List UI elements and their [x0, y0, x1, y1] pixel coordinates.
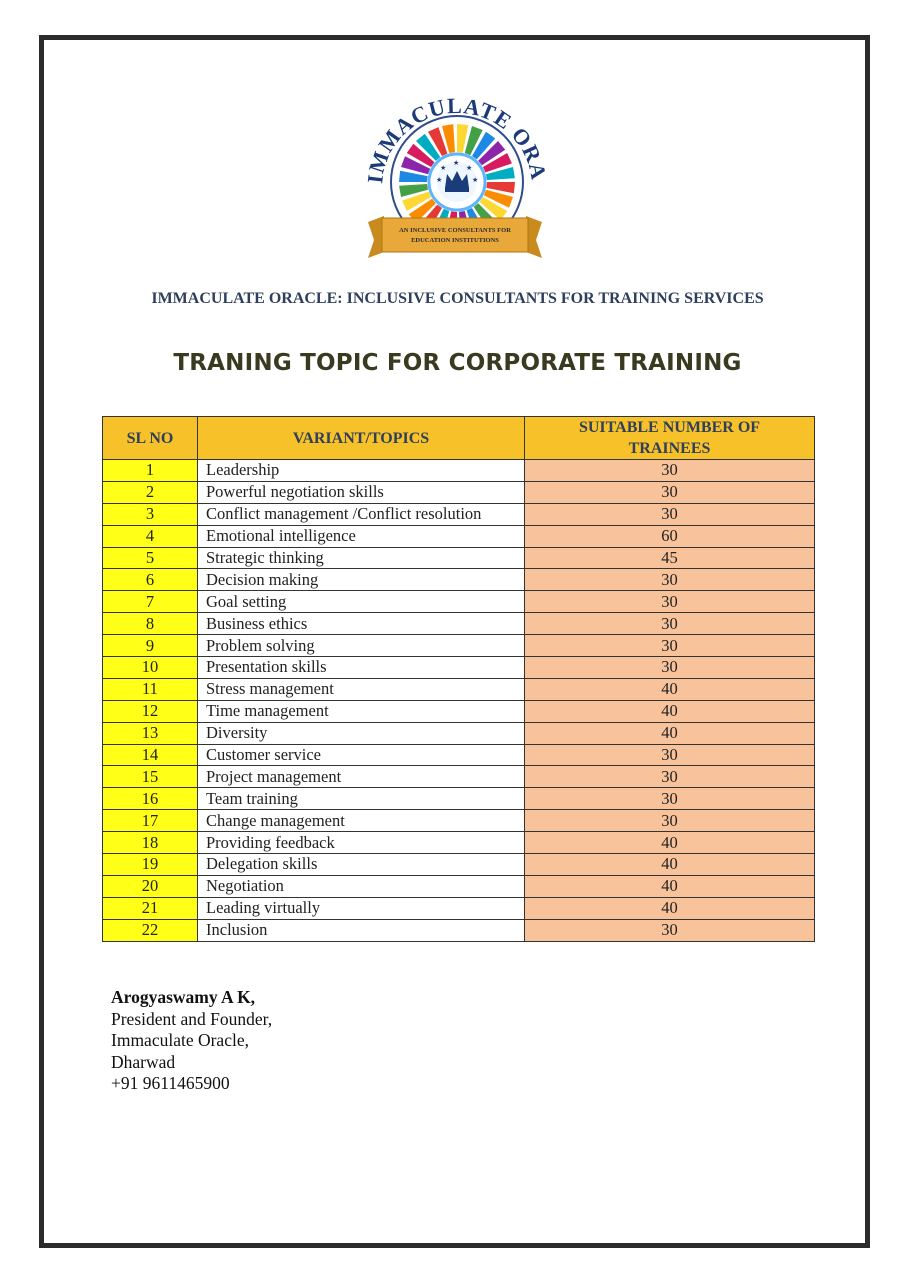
signatory-role: President and Founder,	[111, 1008, 273, 1029]
table-row	[103, 810, 815, 832]
row-topic: Emotional intelligence	[198, 525, 525, 547]
row-sl-no: 18	[103, 832, 198, 854]
signatory-organization: Immaculate Oracle,	[111, 1030, 249, 1050]
row-sl-no: 19	[103, 854, 198, 876]
table-row	[103, 766, 815, 788]
svg-text:★: ★	[440, 164, 447, 172]
row-topic: Strategic thinking	[198, 547, 525, 569]
table-row	[103, 525, 815, 547]
signature-block	[111, 987, 272, 1095]
row-trainee-count: 30	[525, 569, 815, 591]
row-trainee-count: 30	[525, 635, 815, 657]
row-topic: Team training	[198, 788, 525, 810]
table-row	[103, 919, 815, 941]
row-sl-no: 2	[103, 481, 198, 503]
logo-ribbon-line2: EDUCATION INSTITUTIONS	[411, 237, 499, 244]
header-trainees-line2: TRAINEES	[628, 440, 711, 457]
row-sl-no: 22	[103, 919, 198, 941]
table-row	[103, 744, 815, 766]
row-trainee-count: 30	[525, 788, 815, 810]
row-sl-no: 4	[103, 525, 198, 547]
table-row	[103, 503, 815, 525]
row-topic: Powerful negotiation skills	[198, 481, 525, 503]
signatory-phone: +91 9611465900	[111, 1073, 230, 1093]
row-topic: Customer service	[198, 744, 525, 766]
row-trainee-count: 30	[525, 810, 815, 832]
row-sl-no: 6	[103, 569, 198, 591]
row-sl-no: 20	[103, 875, 198, 897]
row-sl-no: 12	[103, 700, 198, 722]
organization-heading: IMMACULATE ORACLE: INCLUSIVE CONSULTANTS FOR TRAINING SERVICES	[151, 290, 764, 307]
row-topic: Stress management	[198, 678, 525, 700]
row-topic: Project management	[198, 766, 525, 788]
header-trainees-line1: SUITABLE NUMBER OF	[578, 419, 761, 436]
row-topic: Negotiation	[198, 875, 525, 897]
row-trainee-count: 40	[525, 854, 815, 876]
row-sl-no: 16	[103, 788, 198, 810]
row-topic: Problem solving	[198, 635, 525, 657]
row-topic: Providing feedback	[198, 832, 525, 854]
row-topic: Leading virtually	[198, 897, 525, 919]
row-sl-no: 7	[103, 591, 198, 613]
row-sl-no: 8	[103, 613, 198, 635]
row-trainee-count: 30	[525, 503, 815, 525]
svg-text:★: ★	[466, 164, 473, 172]
row-topic: Inclusion	[198, 919, 525, 941]
table-row	[103, 591, 815, 613]
row-trainee-count: 40	[525, 678, 815, 700]
table-row	[103, 481, 815, 503]
header-sl-no: SL NO	[103, 417, 198, 460]
row-topic: Diversity	[198, 722, 525, 744]
row-topic: Time management	[198, 700, 525, 722]
table-header-row	[103, 417, 815, 460]
row-trainee-count: 30	[525, 766, 815, 788]
row-trainee-count: 30	[525, 460, 815, 482]
row-trainee-count: 30	[525, 481, 815, 503]
row-trainee-count: 45	[525, 547, 815, 569]
table-row	[103, 635, 815, 657]
row-topic: Delegation skills	[198, 854, 525, 876]
signatory-name: Arogyaswamy A K,	[111, 987, 256, 1007]
logo-arc-text: IMMACULATE ORA	[362, 92, 550, 185]
table-row	[103, 722, 815, 744]
row-trainee-count: 30	[525, 591, 815, 613]
row-topic: Leadership	[198, 460, 525, 482]
row-trainee-count: 30	[525, 657, 815, 679]
row-trainee-count: 40	[525, 832, 815, 854]
row-sl-no: 9	[103, 635, 198, 657]
row-sl-no: 21	[103, 897, 198, 919]
row-topic: Business ethics	[198, 613, 525, 635]
row-trainee-count: 40	[525, 897, 815, 919]
row-sl-no: 13	[103, 722, 198, 744]
table-row	[103, 547, 815, 569]
company-logo	[360, 70, 550, 270]
table-row	[103, 832, 815, 854]
row-sl-no: 10	[103, 657, 198, 679]
page-title: TRANING TOPIC FOR CORPORATE TRAINING	[173, 350, 742, 376]
row-topic: Decision making	[198, 569, 525, 591]
row-sl-no: 1	[103, 460, 198, 482]
table-row	[103, 788, 815, 810]
svg-text:★: ★	[472, 176, 479, 184]
row-sl-no: 17	[103, 810, 198, 832]
table-row	[103, 897, 815, 919]
svg-text:★: ★	[453, 159, 460, 167]
row-trainee-count: 40	[525, 875, 815, 897]
signatory-city: Dharwad	[111, 1051, 176, 1072]
row-trainee-count: 40	[525, 722, 815, 744]
table-row	[103, 657, 815, 679]
row-topic: Goal setting	[198, 591, 525, 613]
table-row	[103, 678, 815, 700]
svg-text:★: ★	[436, 176, 443, 184]
table-row	[103, 613, 815, 635]
table-row	[103, 854, 815, 876]
table-row	[103, 569, 815, 591]
row-topic: Presentation skills	[198, 657, 525, 679]
table-row	[103, 460, 815, 482]
training-topics-table	[102, 416, 815, 942]
row-sl-no: 11	[103, 678, 198, 700]
header-trainees	[525, 417, 815, 460]
logo-ribbon-line1: AN INCLUSIVE CONSULTANTS FOR	[399, 227, 511, 234]
table-row	[103, 875, 815, 897]
row-trainee-count: 30	[525, 744, 815, 766]
row-trainee-count: 30	[525, 613, 815, 635]
row-topic: Conflict management /Conflict resolution	[198, 503, 525, 525]
table-row	[103, 700, 815, 722]
row-trainee-count: 30	[525, 919, 815, 941]
row-sl-no: 14	[103, 744, 198, 766]
row-trainee-count: 60	[525, 525, 815, 547]
header-topics: VARIANT/TOPICS	[198, 417, 525, 460]
row-sl-no: 5	[103, 547, 198, 569]
row-topic: Change management	[198, 810, 525, 832]
row-sl-no: 3	[103, 503, 198, 525]
row-sl-no: 15	[103, 766, 198, 788]
row-trainee-count: 40	[525, 700, 815, 722]
